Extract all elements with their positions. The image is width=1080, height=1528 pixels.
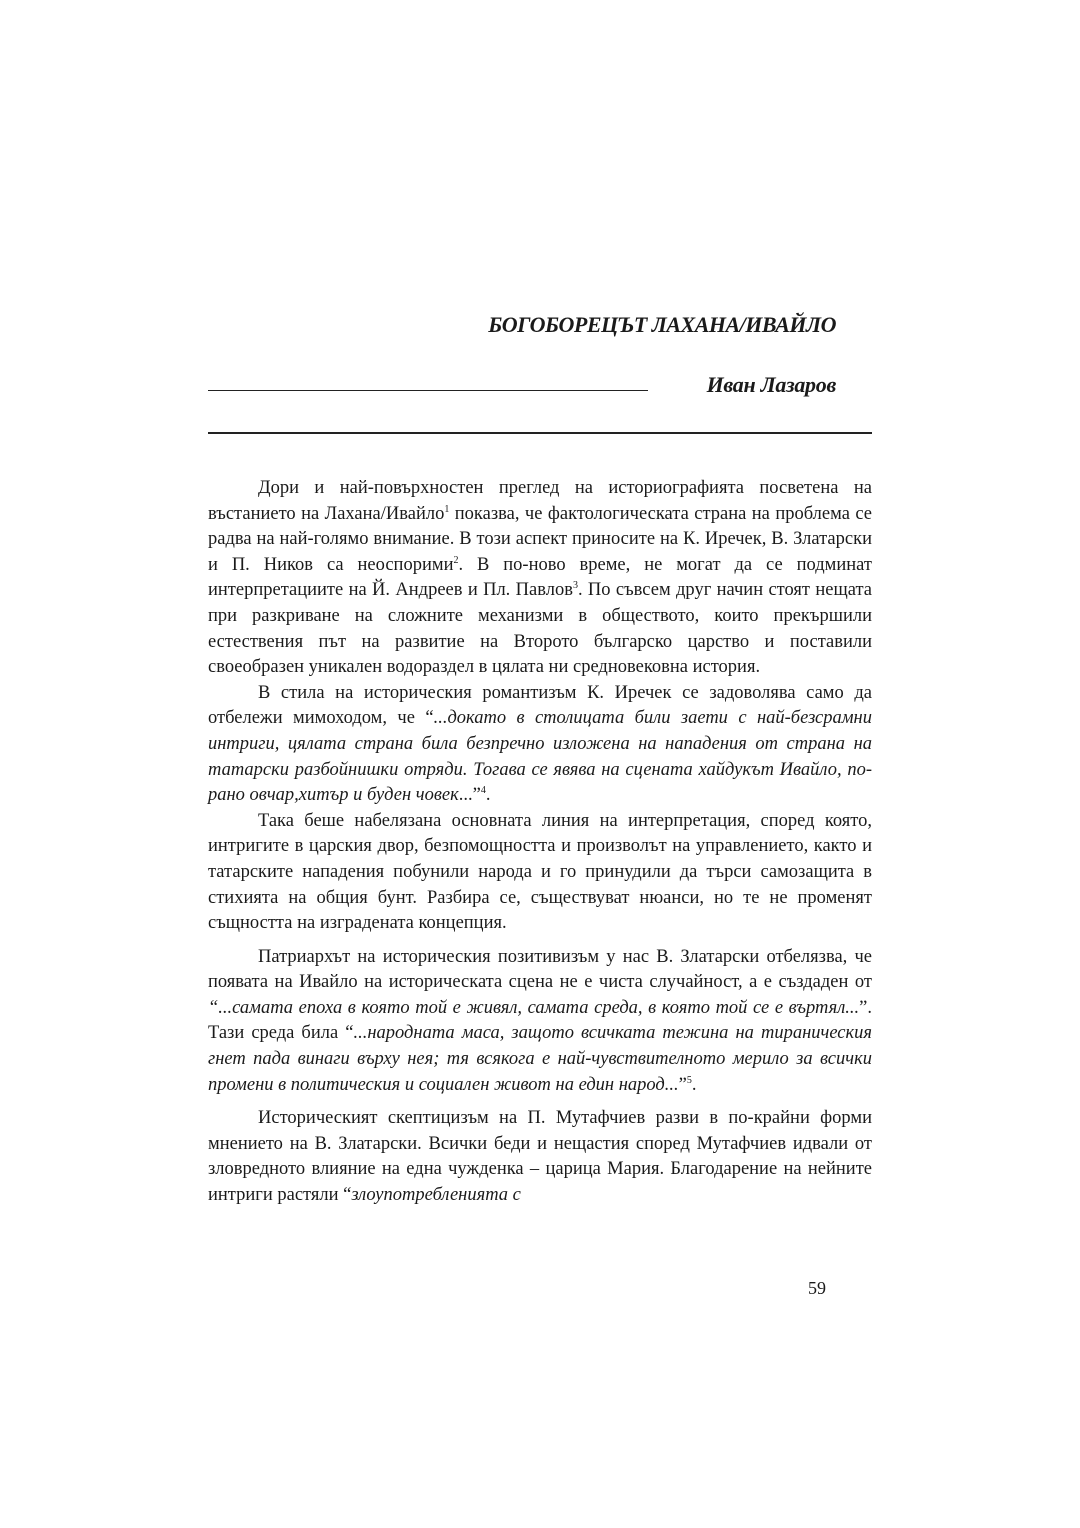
footnote-ref-4: 4 <box>480 784 486 796</box>
paragraph-5: Историческият скептицизъм на П. Мутафчиев разви в по-крайни форми мнението на В. Златарски. Всички беди и нещастия според Мутафчиев идвали от зловредното влияние на една чужденка – царица Мария. Благодарение на нейните интриги растяли “злоупотребленията с <box>208 1108 872 1206</box>
paragraph-3: Така беше набелязана основната линия на интерпретация, според която, интригите в царския двор, безпомощността и произволът на управлението, както и татарските нападения побунили народа и го принудили да търси самозащита в стихията на общия бунт. Разбира се, съществуват нюанси, но те не променят същността на изградената концепция. <box>208 810 872 934</box>
header-rule <box>208 432 872 434</box>
quote-zlatarski-1: “...самата епоха в която той е живял, самата среда, в която той се е въртял... <box>208 997 860 1018</box>
footnote-ref-5: 5 <box>686 1074 692 1086</box>
article-author: Иван Лазаров <box>706 372 836 397</box>
paragraph-4: Патриархът на историческия позитивизъм у нас В. Златарски отбелязва, че появата на Ивайло на историческата сцена не е чиста случайност, а е създаден от “...самата епоха в която той е живял, самата среда, в която той се е въртял...”. Тази среда била “...народната маса, защото всичката тежина на тираническия гнет пада винаги върху нея; тя всякога е най-чувствителното мерило за всички промени в политическия и социален живот на един народ...”$^5$. <box>208 946 873 1095</box>
paragraph-2: В стила на историческия романтизъм К. Иречек се задоволява само да отбележи мимоходом, че “...докато в столицата били заети с най-безсрамни интриги, цялата страна била безпречно изложена на нападения от страна на татарски разбойнишки отряди. Тогава се явява на сцената хайдукът Ивайло, по-рано овчар,хитър и буден човек...”$^4$. <box>208 682 872 806</box>
quote-zlatarski-2: ...народната маса, защото всичката тежина на тираническия гнет пада винаги върху нея; тя всякога е най-чувствителното мерило за всички промени в политическия и социален живот на един народ... <box>208 1023 873 1095</box>
author-rule <box>208 390 648 391</box>
article-title: БОГОБОРЕЦЪТ ЛАХАНА/ИВАЙЛО <box>488 312 836 337</box>
article-body <box>208 476 872 1209</box>
quote-irechek: ...докато в столицата били заети с най-безсрамни интриги, цялата страна била безпречно изложена на нападения от страна на татарски разбойнишки отряди. Тогава се явява на сцената хайдукът Ивайло, по-рано овчар,хитър и буден човек <box>208 708 872 806</box>
page-number: 59 <box>808 1278 826 1298</box>
paragraph-1: Дори и най-повърхностен преглед на историографията посветена на въстанието на Лахана/Ивайло$^1$ показва, че фактологическата страна на проблема се радва на най-голямо внимание. В този аспект приносите на К. Иречек, В. Златарски и П. Ников са неоспорими$^2$. В по-ново време, не могат да се подминат интерпретациите на Й. Андреев и Пл. Павлов$^3$. По съвсем друг начин стоят нещата при разкриване на сложните механизми в обществото, които прекършили естествения път на развитие на Второто българско царство и поставили своеобразен уникален водораздел в цялата ни средновековна история. <box>208 478 872 678</box>
footnote-ref-1: 1 <box>444 503 450 515</box>
quote-mutafchiev: злоупотребленията с <box>351 1185 521 1206</box>
footnote-ref-3: 3 <box>572 580 578 592</box>
footnote-ref-2: 2 <box>453 554 459 566</box>
